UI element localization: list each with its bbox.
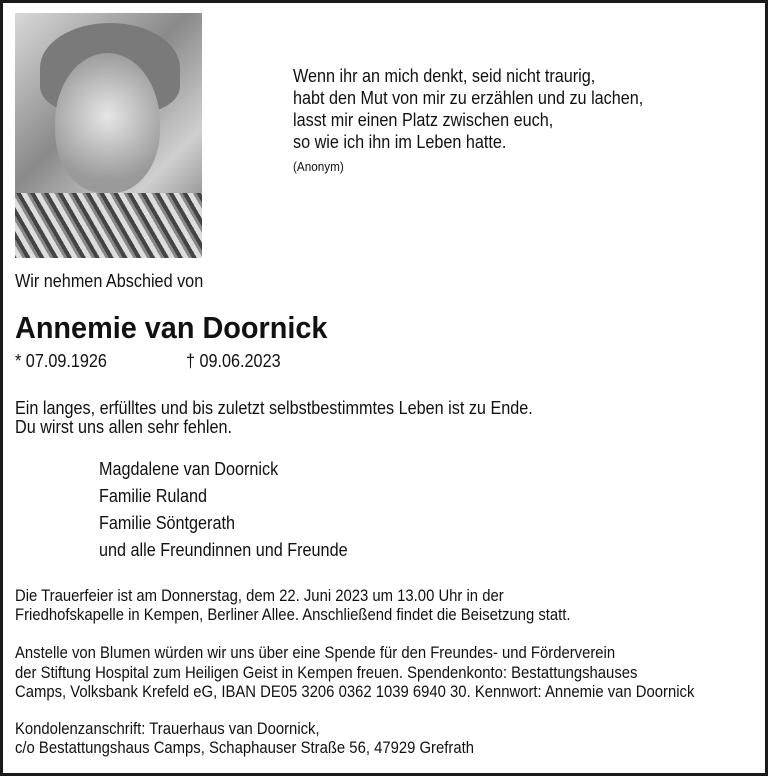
mourner: Magdalene van Doornick [99, 459, 279, 479]
donation-line: Anstelle von Blumen würden wir uns über eine Spende für den Freundes- und Förderverein [15, 644, 616, 662]
message-line: Du wirst uns allen sehr fehlen. [15, 417, 233, 437]
deceased-name: Annemie van Doornick [15, 310, 328, 345]
condolence-line: c/o Bestattungshaus Camps, Schaphauser Straße 56, 47929 Grefrath [15, 739, 474, 757]
quote-line: so wie ich ihn im Leben hatte. [293, 132, 507, 152]
quote-line: lasst mir einen Platz zwischen euch, [293, 110, 554, 130]
donation-line: der Stiftung Hospital zum Heiligen Geist in Kempen freuen. Spendenkonto: Bestattungshauses [15, 664, 638, 682]
condolence-line: Kondolenzanschrift: Trauerhaus van Doornick, [15, 720, 320, 738]
donation-line: Camps, Volksbank Krefeld eG, IBAN DE05 3206 0362 1039 6940 30. Kennwort: Annemie van Doornick [15, 683, 695, 701]
mourner: Familie Söntgerath [99, 513, 235, 533]
message-line: Ein langes, erfülltes und bis zuletzt selbstbestimmtes Leben ist zu Ende. [15, 398, 533, 418]
death-date: † 09.06.2023 [186, 351, 281, 371]
funeral-line: Friedhofskapelle in Kempen, Berliner Allee. Anschließend findet die Beisetzung statt. [15, 606, 571, 624]
birth-date: * 07.09.1926 [15, 351, 107, 371]
funeral-line: Die Trauerfeier ist am Donnerstag, dem 22. Juni 2023 um 13.00 Uhr in der [15, 587, 504, 605]
portrait-photo [15, 13, 202, 258]
quote-author: (Anonym) [293, 159, 344, 174]
quote-line: habt den Mut von mir zu erzählen und zu lachen, [293, 88, 644, 108]
intro-text: Wir nehmen Abschied von [15, 271, 204, 291]
quote-line: Wenn ihr an mich denkt, seid nicht traurig, [293, 66, 596, 86]
mourner: Familie Ruland [99, 486, 208, 506]
mourner: und alle Freundinnen und Freunde [99, 540, 348, 560]
